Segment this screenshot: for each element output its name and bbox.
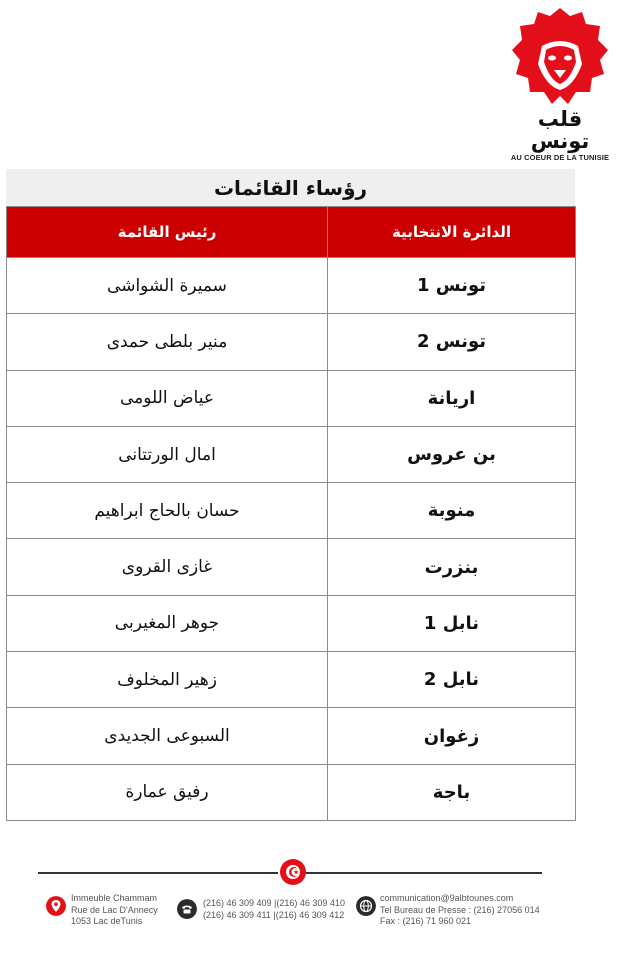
district-cell: باجة bbox=[328, 764, 576, 820]
party-name: قلب تونس bbox=[530, 107, 590, 153]
tunisia-flag-emblem bbox=[279, 858, 307, 886]
table-row bbox=[7, 764, 576, 820]
list-head-cell: حسان بالحاج ابراهيم bbox=[7, 483, 328, 539]
table-row bbox=[7, 652, 576, 708]
party-logo bbox=[508, 6, 612, 162]
district-cell: زغوان bbox=[328, 708, 576, 764]
list-head-cell: غازى القروى bbox=[7, 539, 328, 595]
footer-divider-left bbox=[38, 872, 278, 874]
address-text: Immeuble Chammam Rue de Lac D'Annecy 1053 Lac deTunis bbox=[71, 893, 158, 926]
list-head-cell: منير بلطى حمدى bbox=[7, 314, 328, 370]
district-cell: تونس 2 bbox=[328, 314, 576, 370]
list-head-cell: جوهر المغيربى bbox=[7, 595, 328, 651]
table-row bbox=[7, 370, 576, 426]
list-head-cell: عياض اللومى bbox=[7, 370, 328, 426]
district-cell: نابل 2 bbox=[328, 652, 576, 708]
list-heads-table bbox=[6, 206, 576, 821]
district-cell: تونس 1 bbox=[328, 258, 576, 314]
table-row bbox=[7, 708, 576, 764]
list-head-cell: السبوعى الجديدى bbox=[7, 708, 328, 764]
district-cell: منوبة bbox=[328, 483, 576, 539]
table-row bbox=[7, 426, 576, 482]
table-row bbox=[7, 258, 576, 314]
table-row bbox=[7, 539, 576, 595]
footer-divider-right bbox=[306, 872, 542, 874]
table-header-row bbox=[7, 207, 576, 258]
district-cell: اريانة bbox=[328, 370, 576, 426]
table-title-row bbox=[6, 169, 575, 206]
list-head-cell: امال الورتتانى bbox=[7, 426, 328, 482]
telephone-icon bbox=[177, 899, 197, 919]
list-heads-table-container bbox=[6, 169, 575, 821]
district-cell: بنزرت bbox=[328, 539, 576, 595]
list-head-cell: زهير المخلوف bbox=[7, 652, 328, 708]
header-district: الدائرة الانتخابية bbox=[328, 207, 576, 258]
district-cell: نابل 1 bbox=[328, 595, 576, 651]
phones-text: (216) 46 309 409 |(216) 46 309 410 (216) 46 309 411 |(216) 46 309 412 bbox=[203, 898, 345, 920]
list-head-cell: سميرة الشواشى bbox=[7, 258, 328, 314]
lion-head-icon bbox=[512, 6, 608, 106]
contact-text: communication@9albtounes.com Tel Bureau de Presse : (216) 27056 014 Fax : (216) 71 960 021 bbox=[380, 893, 540, 926]
party-subtitle: AU COEUR DE LA TUNISIE bbox=[510, 153, 610, 162]
header-list-head: رئيس القائمة bbox=[7, 207, 328, 258]
list-head-cell: رفيق عمارة bbox=[7, 764, 328, 820]
district-cell: بن عروس bbox=[328, 426, 576, 482]
location-pin-icon bbox=[46, 896, 66, 916]
table-row bbox=[7, 314, 576, 370]
table-row bbox=[7, 595, 576, 651]
table-row bbox=[7, 483, 576, 539]
globe-icon bbox=[356, 896, 376, 916]
table-title: رؤساء القائمات bbox=[213, 175, 368, 200]
